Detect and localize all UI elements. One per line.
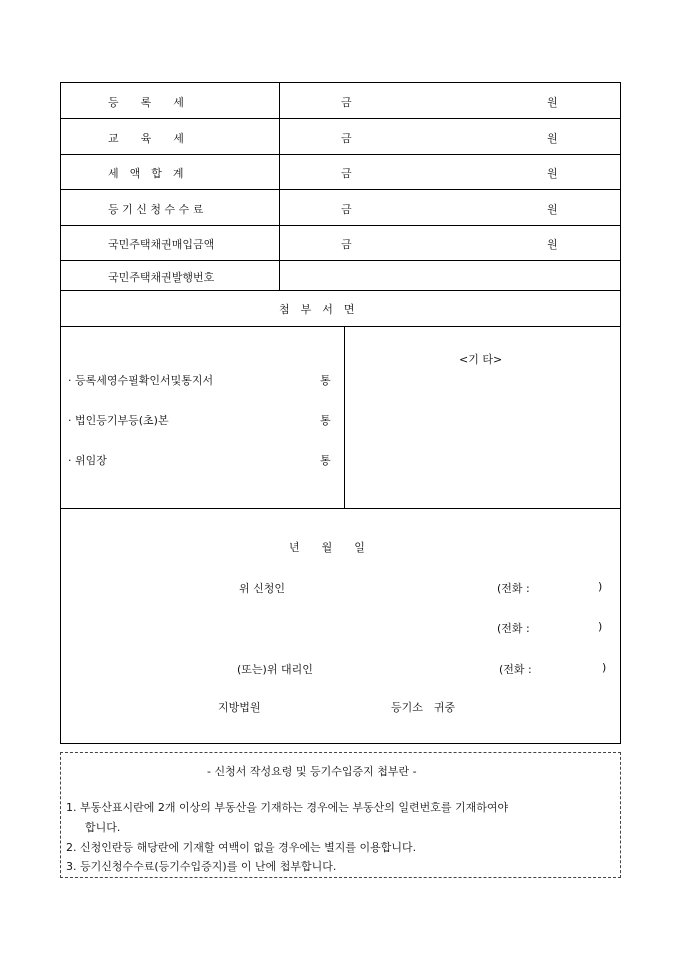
row-divider [61,225,620,226]
fee-label-registration-tax: 등 록 세 [108,96,184,109]
attachments-heading: 첨 부 서 면 [279,303,355,316]
instruction-item-1-continued: 합니다. [85,821,121,834]
instruction-item-2: 2. 신청인란등 해당란에 기재할 여백이 없을 경우에는 별지를 이용합니다. [66,841,417,854]
registry-label: 등기소 귀중 [391,701,456,714]
instruction-item-3: 3. 등기신청수수료(등기수입증지)를 이 난에 첩부합니다. [66,860,337,873]
fee-amount-prefix: 금 [341,96,352,109]
attachment-item-corporate-register: · 법인등기부등(초)본 [68,414,169,427]
row-divider [61,154,620,155]
instruction-item-1: 1. 부동산표시란에 2개 이상의 부동산을 기재하는 경우에는 부동산의 일련번호를 기재하여야 [66,801,509,814]
fee-amount-prefix: 금 [341,132,352,145]
phone-close: ) [602,661,607,674]
bond-number-label: 국민주택채권발행번호 [108,271,215,284]
phone-label: (전화 : [497,622,530,635]
row-divider [61,118,620,119]
agent-label: (또는)위 대리인 [237,663,313,676]
phone-label: (전화 : [497,582,530,595]
phone-close: ) [598,580,603,593]
attachment-item-tax-receipt: · 등록세영수필확인서및통지서 [68,374,214,387]
fee-amount-prefix: 금 [341,167,352,180]
row-divider [61,326,620,327]
phone-close: ) [598,620,603,633]
fee-unit: 원 [547,96,558,109]
fee-amount-prefix: 금 [341,238,352,251]
instructions-box [60,752,621,878]
row-divider [61,260,620,261]
applicant-label: 위 신청인 [239,582,286,595]
fee-unit: 원 [547,132,558,145]
court-label: 지방법원 [218,701,261,714]
fee-label-education-tax: 교 육 세 [108,132,184,145]
column-divider [279,83,280,290]
row-divider [61,290,620,291]
date-line: 년 월 일 [289,541,365,554]
fee-label-registration-fee: 등 기 신 청 수 수 료 [108,203,204,216]
fee-unit: 원 [547,167,558,180]
attachment-other-label: <기 타> [459,353,503,366]
attachment-unit: 통 [320,454,331,467]
instructions-title: - 신청서 작성요령 및 등기수입증지 첩부란 - [207,765,417,778]
fee-amount-prefix: 금 [341,203,352,216]
attachment-unit: 통 [320,374,331,387]
attachment-unit: 통 [320,414,331,427]
row-divider [61,189,620,190]
attachment-item-power-of-attorney: · 위임장 [68,454,107,467]
phone-label: (전화 : [499,663,532,676]
fee-unit: 원 [547,238,558,251]
row-divider [61,508,620,509]
application-form [60,82,621,744]
fee-label-tax-total: 세 액 합 계 [108,167,184,180]
fee-label-bond-purchase: 국민주택채권매입금액 [108,238,215,251]
column-divider [344,326,345,508]
fee-unit: 원 [547,203,558,216]
